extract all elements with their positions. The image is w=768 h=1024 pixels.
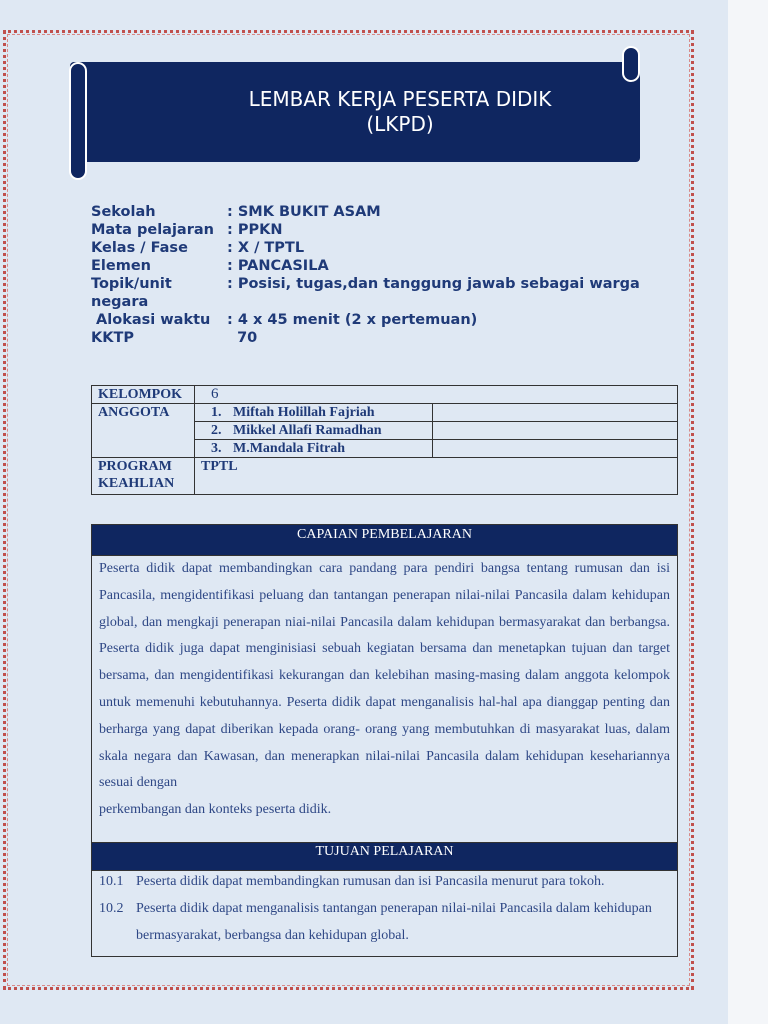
table-row xyxy=(92,404,678,422)
table-row xyxy=(92,458,678,495)
program-label-line-1: PROGRAM xyxy=(98,459,172,474)
info-value: : PPKN xyxy=(227,222,283,238)
capaian-heading: CAPAIAN PEMBELAJARAN xyxy=(91,524,678,556)
info-label: KKTP xyxy=(91,330,134,346)
capaian-text xyxy=(92,556,677,823)
page-gutter xyxy=(728,0,768,1024)
info-value: : 4 x 45 menit (2 x pertemuan) xyxy=(227,312,478,328)
tujuan-number: 10.1 xyxy=(99,874,124,889)
capaian-body xyxy=(91,556,678,843)
program-value: TPTL xyxy=(194,458,677,495)
member-number: 1. xyxy=(210,405,222,420)
info-row-alokasi xyxy=(91,311,671,329)
capaian-paragraph-end: perkembangan dan konteks peserta didik. xyxy=(99,802,332,818)
info-label: Sekolah xyxy=(91,204,156,220)
member-number: 2. xyxy=(210,423,222,438)
info-row-kelas xyxy=(91,239,671,257)
info-label: Mata pelajaran xyxy=(91,222,214,238)
empty-cell xyxy=(432,440,677,458)
info-value: : Posisi, tugas,dan tanggung jawab sebagai warga xyxy=(227,276,640,292)
member-cell xyxy=(194,440,432,458)
info-row-elemen xyxy=(91,257,671,275)
scroll-curl-right-icon xyxy=(622,46,640,82)
info-value: : X / TPTL xyxy=(227,240,305,256)
capaian-paragraph: Peserta didik dapat membandingkan cara pandang para pendiri bangsa tentang rumusan dan isi Pancasila, mengidentifikasi peluang dan tantangan penerapan nilai-nilai Pancasila dalam kehidupan global, dan mengkaji penerapan niai-nilai Pancasila dalam kehidupan bermasyarakat dan berbangsa. Peserta didik juga dapat menginisiasi sebuah kegiatan bersama dan menetapkan tujuan dan target bersama, dan mengidentifikasi kekurangan dan kelebihan masing-masing dalam anggota kelompok untuk memenuhi kebutuhannya. Peserta didik dapat menganalisis hal-hal apa dianggap penting dan berharga yang dapat diberikan kepada orang- orang yang membutuhkan di masyarakat luas, dalam skala negara dan Kawasan, dan menerapkan nilai-nilai Pancasila dalam kehidupan kesehariannya sesuai dengan xyxy=(99,561,670,791)
info-row-topik xyxy=(91,275,671,311)
info-label: Topik/unit xyxy=(91,276,172,292)
info-row-kktp xyxy=(91,329,671,347)
info-row-mapel xyxy=(91,221,671,239)
identity-info xyxy=(91,203,671,347)
tujuan-heading: TUJUAN PELAJARAN xyxy=(91,843,678,871)
info-label: Kelas / Fase xyxy=(91,240,188,256)
page-title xyxy=(90,87,710,137)
program-label xyxy=(92,458,195,495)
member-number: 3. xyxy=(210,441,222,456)
tujuan-body xyxy=(91,871,678,957)
info-label: Alokasi waktu xyxy=(91,312,211,328)
kelompok-value: 6 xyxy=(194,386,677,404)
tujuan-text: Peserta didik dapat menganalisis tantangan penerapan nilai-nilai Pancasila dalam kehidupan bermasyarakat, berbangsa dan kehidupan global. xyxy=(136,901,652,943)
info-value: 70 xyxy=(227,330,258,346)
member-name: M.Mandala Fitrah xyxy=(232,441,345,456)
page-title-line-1: LEMBAR KERJA PESERTA DIDIK xyxy=(248,87,552,111)
tujuan-text: Peserta didik dapat membandingkan rumusan dan isi Pancasila menurut para tokoh. xyxy=(136,874,605,889)
empty-cell xyxy=(432,404,677,422)
page-title-line-2: (LKPD) xyxy=(366,112,434,136)
member-cell xyxy=(194,404,432,422)
kelompok-label: KELOMPOK xyxy=(92,386,195,404)
member-name: Mikkel Allafi Ramadhan xyxy=(232,423,382,438)
info-label: Elemen xyxy=(91,258,151,274)
empty-cell xyxy=(432,422,677,440)
info-row-sekolah xyxy=(91,203,671,221)
table-row xyxy=(92,386,678,404)
tujuan-number: 10.2 xyxy=(99,901,124,916)
capaian-section xyxy=(91,524,678,957)
program-label-line-2: KEAHLIAN xyxy=(98,476,175,491)
group-table xyxy=(91,385,678,495)
info-value: : SMK BUKIT ASAM xyxy=(227,204,381,220)
info-value: : PANCASILA xyxy=(227,258,329,274)
anggota-label: ANGGOTA xyxy=(92,404,195,458)
scroll-curl-left-icon xyxy=(69,62,87,180)
info-label-continued: negara xyxy=(91,294,149,310)
member-name: Miftah Holillah Fajriah xyxy=(232,405,375,420)
member-cell xyxy=(194,422,432,440)
